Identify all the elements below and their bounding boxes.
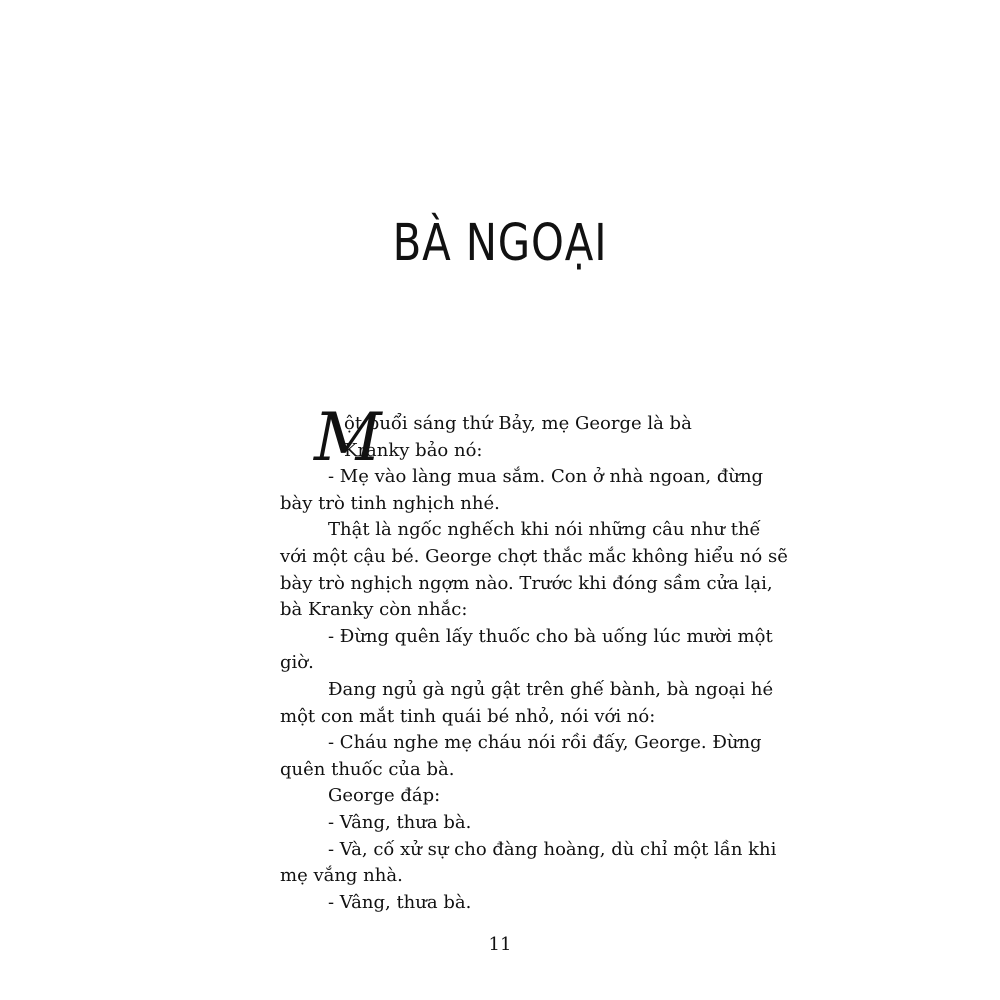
- opening-line-1-text: ột buổi sáng thứ Bảy, mẹ George là bà: [344, 413, 692, 434]
- text-line: - Và, cố xử sự cho đàng hoàng, dù chỉ một lần khi: [328, 838, 777, 860]
- text-line: - Cháu nghe mẹ cháu nói rồi đấy, George. Đừng: [328, 732, 762, 754]
- text-line: - Đừng quên lấy thuốc cho bà uống lúc mười một: [328, 625, 773, 647]
- text-line: giờ.: [280, 652, 314, 674]
- paragraph-list: [280, 464, 788, 916]
- page-number: 11: [488, 934, 512, 955]
- drop-cap: M: [314, 399, 382, 476]
- text-line: Thật là ngốc nghếch khi nói những câu như thế: [328, 519, 761, 541]
- text-line: với một cậu bé. George chợt thắc mắc không hiểu nó sẽ: [280, 545, 788, 567]
- opening-line-2: [280, 438, 740, 465]
- text-line: - Vâng, thưa bà.: [328, 891, 472, 913]
- text-line: George đáp:: [328, 785, 441, 807]
- text-line: bà Kranky còn nhắc:: [280, 599, 468, 621]
- text-line: bày trò nghịch ngợm nào. Trước khi đóng sầm cửa lại,: [280, 572, 773, 594]
- text-line: - Mẹ vào làng mua sắm. Con ở nhà ngoan, đừng: [328, 466, 764, 488]
- opening-line-2-text: Kranky bảo nó:: [344, 439, 483, 461]
- text-line: mẹ vắng nhà.: [280, 865, 403, 887]
- chapter-title: BÀ NGOẠI: [392, 214, 608, 273]
- text-line: quên thuốc của bà.: [280, 758, 455, 780]
- text-line: Đang ngủ gà ngủ gật trên ghế bành, bà ngoại hé: [328, 678, 774, 700]
- chapter-body: [280, 399, 788, 916]
- text-line: một con mắt tinh quái bé nhỏ, nói với nó:: [280, 705, 656, 727]
- text-line: bày trò tinh nghịch nhé.: [280, 492, 500, 514]
- text-line: - Vâng, thưa bà.: [328, 811, 472, 833]
